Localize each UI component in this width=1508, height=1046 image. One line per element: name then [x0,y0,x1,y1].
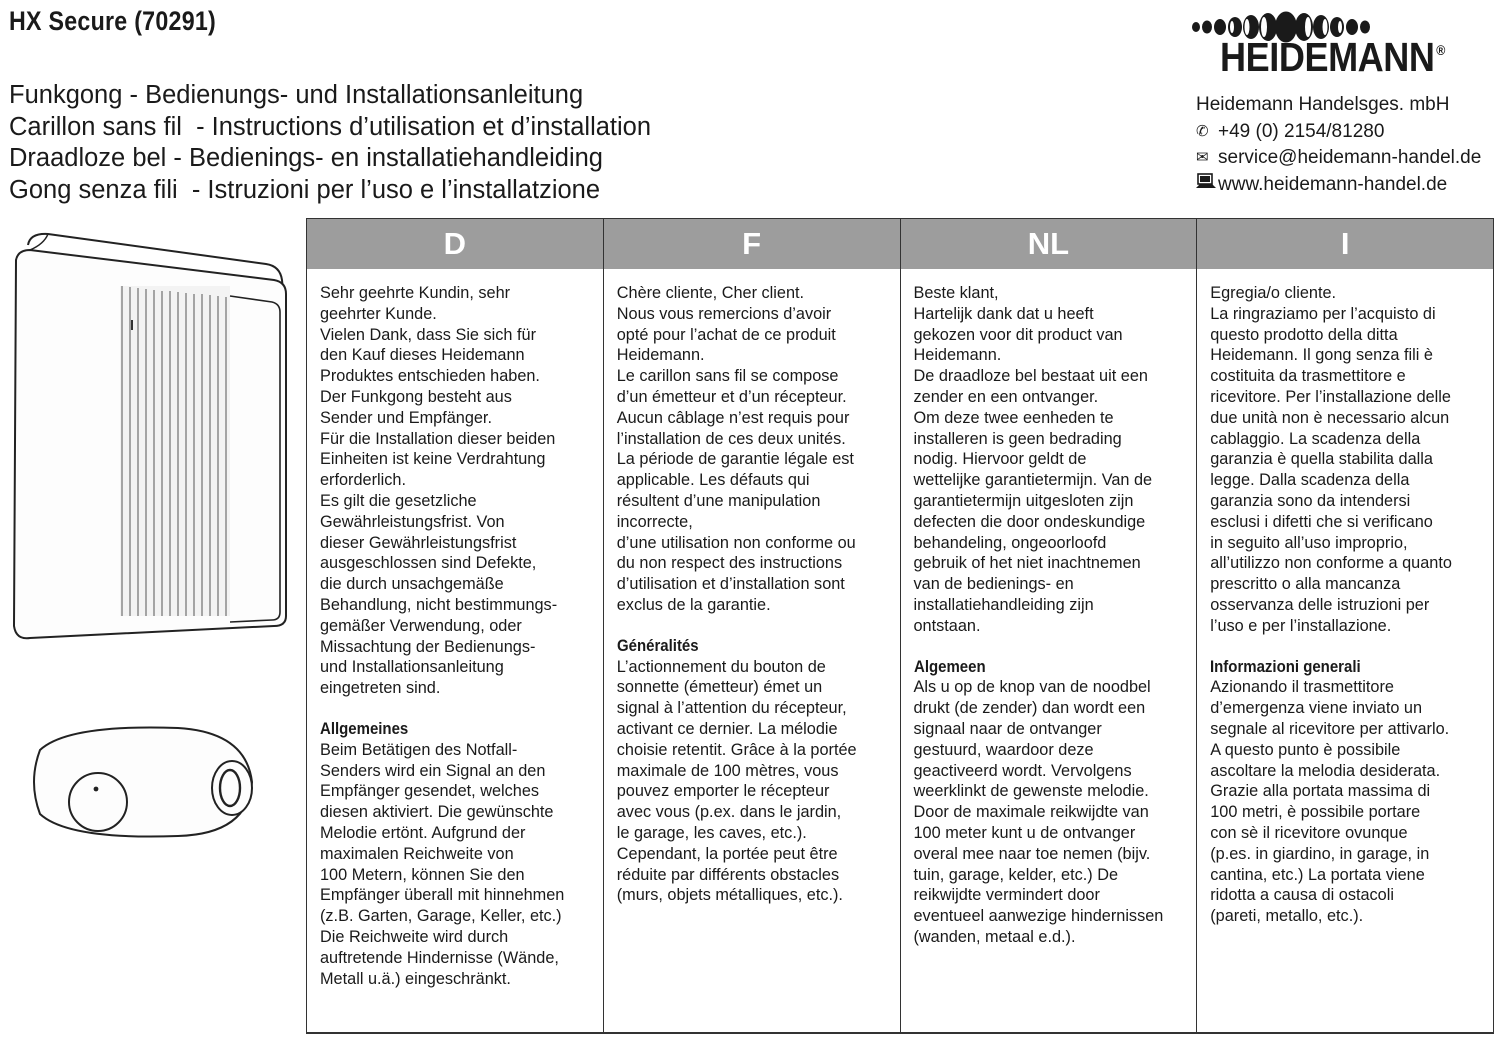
company-name: Heidemann Handelsges. mbH [1196,94,1450,115]
computer-icon [1196,172,1218,199]
section-title-it: Informazioni generali [1210,657,1361,676]
section-text-de: Beim Betätigen des Notfall- Senders wird ein Signal an den Empfänger gesendet, welches diesen aktiviert. Die gewünschte Melodie ertönt. Aufgrund der maximalen Reichweite von 100 Metern, können Sie den Empfänger überall mit hinnehmen (z.B. Garten, Garage, Keller, etc.) Die Reichweite wird durch auftretende Hindernisse (Wände, Metall u.ä.) eingeschränkt. [320,740,565,988]
language-table [306,218,1494,1034]
section-text-nl: Als u op de knop van de noodbel drukt (de zender) dan wordt een signaal naar de ontvanger gestuurd, waardoor deze geactiveerd wordt. Vervolgens weerklinkt de gewenste melodie. Door de maximale reikwijdte van 100 meter kunt u de ontvanger overal mee naar toe nemen (bijv. tuin, garage, kelder, etc.) De reikwijdte vermindert door eventueel aanwezige hindernissen (wanden, metaal e.d.). [913,678,1164,946]
column-header-de: D [307,219,604,270]
intro-text-nl: Beste klant, Hartelijk dank dat u heeft gekozen voor dit product van Heidemann. De draadloze bel bestaat uit een zender en een ontvanger. Om deze twee eenheden te installeren is geen bedrading nodig. Hiervoor geldt de wettelijke garantietermijn. Van de garantietermijn uitgesloten zijn defecten die door ondeskundige behandeling, ongeoorloofd gebruik of het niet inachtnemen van de bedienings- en installatiehandleiding zijn ontstaan. [913,284,1153,635]
intro-text-fr: Chère cliente, Cher client. Nous vous remercions d’avoir opté pour l’achat de ce produit Heidemann. Le carillon sans fil se compose d’un émetteur et d’un récepteur. Aucun câblage n’est requis pour l’installation de ces deux unités. La période de garantie légale est applicable. Les défauts qui résultent d’une manipulation incorrecte, d’une utilisation non conforme ou du non respect des instructions d’utilisation et d’installation sont exclus de la garantie. [616,284,856,614]
contact-info [1196,92,1481,198]
column-header-fr: F [603,219,900,270]
language-header-row [307,219,1494,270]
column-it [1197,269,1494,1033]
email-row[interactable] [1196,145,1481,172]
column-fr [603,269,900,1033]
section-title-fr: Généralités [616,636,699,655]
subtitle-de: Funkgong - Bedienungs- und Installationsanleitung [9,81,584,109]
column-nl [900,269,1197,1033]
email-address[interactable]: service@heidemann-handel.de [1218,147,1482,168]
column-header-nl: NL [900,219,1197,270]
product-title: HX Secure (70291) [9,6,217,36]
phone-number: +49 (0) 2154/81280 [1218,120,1385,142]
envelope-icon: ✉ [1196,149,1209,166]
section-title-de: Allgemeines [320,719,409,738]
brand-name: HEIDEMANN ® [1220,34,1445,80]
language-content-row [307,269,1494,1033]
intro-text-it: Egregia/o cliente. La ringraziamo per l’acquisto di questo prodotto della ditta Heidemann. Il gong senza fili è costituita da trasmettitore e ricevitore. Per l’installazione delle due unità non è necessario alcun cablaggio. La scadenza della garanzia è quella stabilita dalla legge. Dalla scadenza della garanzia sono da intendersi esclusi i difetti che si verificano in seguito all’uso improprio, all’utilizzo non conforme a quanto prescritto o alla mancanza osservanza delle istruzioni per l’uso e per l’installazione. [1210,284,1452,635]
section-text-fr: L’actionnement du bouton de sonnette (émetteur) émet un signal à l’attention du récepteur, activant ce dernier. La mélodie choisie retentit. Grâce à la portée maximale de 100 mètres, vous pouvez emporter le récepteur avec vous (p.ex. dans le jardin, le garage, les caves, etc.). Cependant, la portée peut être réduite par différents obstacles (murs, objets métalliques, etc.). [616,657,857,905]
intro-text-de: Sehr geehrte Kundin, sehr geehrter Kunde. Vielen Dank, dass Sie sich für den Kauf dieses Heidemann Produktes entschieden haben. Der Funkgong besteht aus Sender und Empfänger. Für die Installation dieser beiden Einheiten ist keine Verdrahtung erforderlich. Es gilt die gesetzliche Gewährleistungsfrist. Von dieser Gewährleistungsfrist ausgeschlossen sind Defekte, die durch unsachgemäße Behandlung, nicht bestimmungs- gemäßer Verwendung, oder Missachtung der Bedienungs- und Installationsanleitung eingetreten sind. [320,284,558,698]
phone-row [1196,119,1481,146]
column-de [307,269,604,1033]
website-row[interactable] [1196,172,1481,199]
transmitter-illustration [28,722,256,842]
column-header-it: I [1197,219,1494,270]
receiver-illustration [8,230,290,650]
phone-icon: ✆ [1196,122,1209,140]
subtitle-list [9,80,651,206]
subtitle-nl: Draadloze bel - Bedienings- en installatiehandleiding [9,144,603,172]
section-text-it: Azionando il trasmettitore d’emergenza viene inviato un segnale al ricevitore per attivarlo. A questo punto è possibile ascoltare la melodia desiderata. Grazie alla portata massima di 100 metri, è possibile portare con sè il ricevitore ovunque (p.es. in giardino, in garage, in cantina, etc.) La portata viene ridotta a causa di ostacoli (pareti, metallo, etc.). [1210,678,1450,926]
subtitle-it: Gong senza fili - Istruzioni per l’uso e l’installatzione [9,175,601,204]
section-title-nl: Algemeen [913,657,986,676]
website-url[interactable]: www.heidemann-handel.de [1218,173,1448,195]
subtitle-fr: Carillon sans fil - Instructions d’utilisation et d’installation [9,112,652,141]
